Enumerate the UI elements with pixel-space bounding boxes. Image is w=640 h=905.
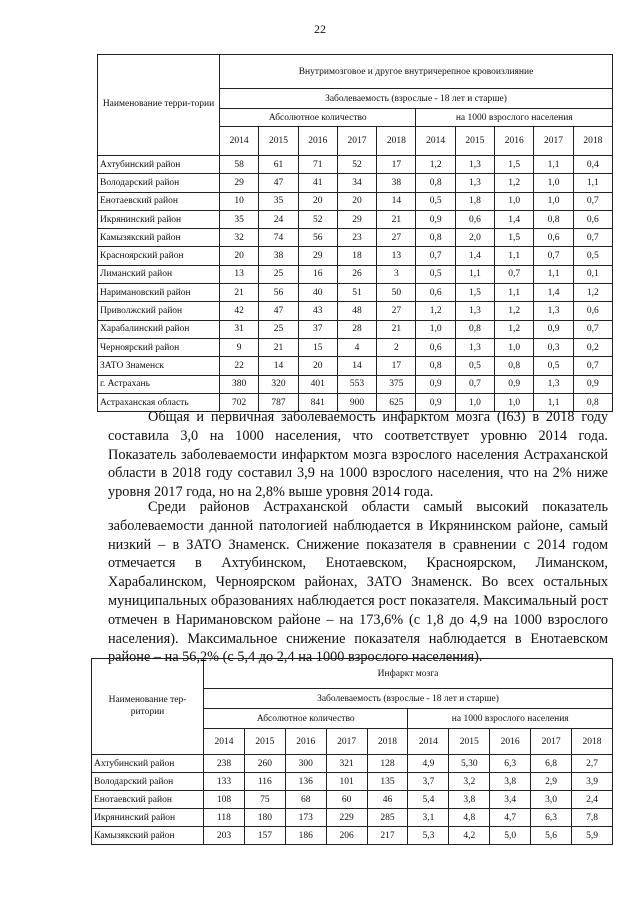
table-cell: 75 — [244, 791, 285, 809]
table-cell: 50 — [377, 284, 416, 302]
table-cell: 0,9 — [573, 375, 612, 393]
table-cell: 0,7 — [573, 320, 612, 338]
table-cell: 1,1 — [495, 247, 534, 265]
year-header: 2016 — [285, 729, 326, 755]
table-cell: 1,1 — [573, 174, 612, 192]
territory-name: Икрянинский район — [92, 809, 204, 827]
table-cell: 135 — [367, 773, 408, 791]
table-cell: 27 — [377, 302, 416, 320]
table-cell: 0,9 — [416, 210, 455, 228]
table-cell: 0,6 — [455, 210, 494, 228]
paragraph-2 — [108, 498, 608, 667]
year-header: 2017 — [337, 127, 376, 156]
table-cell: 229 — [326, 809, 367, 827]
table-cell: 136 — [285, 773, 326, 791]
column-header-territory: Наименование терри-тории — [98, 55, 220, 156]
hemorrhage-table — [97, 54, 613, 412]
table-row — [92, 773, 613, 791]
table-cell: 1,0 — [495, 192, 534, 210]
territory-name: Лиманский район — [98, 265, 220, 283]
table-cell: 17 — [377, 357, 416, 375]
table-cell: 101 — [326, 773, 367, 791]
year-header: 2017 — [531, 729, 572, 755]
table-cell: 0,7 — [573, 192, 612, 210]
table-cell: 203 — [204, 827, 245, 845]
group-header-absolute: Абсолютное количество — [204, 709, 408, 729]
table-cell: 29 — [220, 174, 259, 192]
table-cell: 375 — [377, 375, 416, 393]
table-cell: 2,4 — [572, 791, 613, 809]
table-cell: 1,1 — [495, 284, 534, 302]
year-header: 2015 — [244, 729, 285, 755]
table-cell: 1,0 — [495, 338, 534, 356]
territory-name: Красноярский район — [98, 247, 220, 265]
year-header: 2014 — [220, 127, 259, 156]
table-cell: 0,1 — [573, 265, 612, 283]
table-cell: 51 — [337, 284, 376, 302]
table-cell: 1,2 — [495, 174, 534, 192]
table-cell: 0,5 — [573, 247, 612, 265]
table-cell: 1,0 — [534, 174, 573, 192]
table-cell: 4,9 — [408, 755, 449, 773]
table-cell: 56 — [259, 284, 298, 302]
table-cell: 6,3 — [490, 755, 531, 773]
table-cell: 60 — [326, 791, 367, 809]
table-cell: 6,8 — [531, 755, 572, 773]
table-row — [98, 265, 613, 283]
table-cell: 21 — [377, 320, 416, 338]
table-cell: 52 — [298, 210, 337, 228]
table-subtitle: Заболеваемость (взрослые - 18 лет и старше) — [220, 89, 613, 109]
paragraph-1 — [108, 408, 608, 502]
table-cell: 0,7 — [573, 357, 612, 375]
year-header: 2014 — [408, 729, 449, 755]
table-cell: 13 — [220, 265, 259, 283]
table-cell: 7,8 — [572, 809, 613, 827]
table-cell: 46 — [367, 791, 408, 809]
table-cell: 29 — [298, 247, 337, 265]
table-subtitle: Заболеваемость (взрослые - 18 лет и старше) — [204, 689, 613, 709]
table-title: Инфаркт мозга — [204, 659, 613, 689]
table-cell: 35 — [220, 210, 259, 228]
table-cell: 1,5 — [455, 284, 494, 302]
table-cell: 42 — [220, 302, 259, 320]
table-cell: 0,6 — [573, 210, 612, 228]
year-header: 2018 — [367, 729, 408, 755]
year-header: 2014 — [416, 127, 455, 156]
table-cell: 1,2 — [573, 284, 612, 302]
table-cell: 260 — [244, 755, 285, 773]
table-row — [98, 320, 613, 338]
table-cell: 17 — [377, 156, 416, 174]
table-cell: 0,8 — [416, 229, 455, 247]
table-cell: 3,1 — [408, 809, 449, 827]
table-cell: 900 — [337, 393, 376, 411]
year-header: 2016 — [490, 729, 531, 755]
table-cell: 3,8 — [449, 791, 490, 809]
table-cell: 58 — [220, 156, 259, 174]
table-cell: 34 — [337, 174, 376, 192]
table-cell: 23 — [337, 229, 376, 247]
table-cell: 1,5 — [495, 229, 534, 247]
table-cell: 20 — [337, 192, 376, 210]
group-header-absolute: Абсолютное количество — [220, 109, 416, 127]
table-cell: 0,5 — [416, 192, 455, 210]
territory-name: Ахтубинский район — [98, 156, 220, 174]
territory-name: Камызякский район — [92, 827, 204, 845]
territory-name: ЗАТО Знаменск — [98, 357, 220, 375]
table-cell: 26 — [337, 265, 376, 283]
table-cell: 206 — [326, 827, 367, 845]
group-header-per-1000: на 1000 взрослого населения — [416, 109, 613, 127]
table-cell: 787 — [259, 393, 298, 411]
table-cell: 25 — [259, 320, 298, 338]
year-header: 2016 — [298, 127, 337, 156]
table-cell: 14 — [259, 357, 298, 375]
table-cell: 0,7 — [573, 229, 612, 247]
table-cell: 285 — [367, 809, 408, 827]
table-cell: 0,9 — [416, 393, 455, 411]
table-cell: 1,0 — [416, 320, 455, 338]
table-cell: 0,8 — [416, 357, 455, 375]
table-row — [92, 791, 613, 809]
table-cell: 0,6 — [573, 302, 612, 320]
table-cell: 21 — [377, 210, 416, 228]
year-header: 2017 — [534, 127, 573, 156]
table-cell: 2 — [377, 338, 416, 356]
table-cell: 0,5 — [534, 357, 573, 375]
table-cell: 35 — [259, 192, 298, 210]
table-cell: 56 — [298, 229, 337, 247]
table-row — [92, 755, 613, 773]
table-row — [98, 192, 613, 210]
table-cell: 1,3 — [455, 338, 494, 356]
table-cell: 1,2 — [495, 320, 534, 338]
territory-name: Приволжский район — [98, 302, 220, 320]
table-row — [98, 338, 613, 356]
table-cell: 40 — [298, 284, 337, 302]
territory-name: Наримановский район — [98, 284, 220, 302]
table-row — [98, 284, 613, 302]
year-header: 2015 — [259, 127, 298, 156]
year-header: 2017 — [326, 729, 367, 755]
table-cell: 5,6 — [531, 827, 572, 845]
year-header: 2015 — [449, 729, 490, 755]
table-cell: 1,3 — [534, 375, 573, 393]
table-cell: 3,8 — [490, 773, 531, 791]
table-cell: 0,4 — [573, 156, 612, 174]
infarction-table — [91, 658, 613, 845]
table-row — [98, 156, 613, 174]
table-cell: 0,8 — [495, 357, 534, 375]
table-cell: 0,2 — [573, 338, 612, 356]
territory-name: Володарский район — [92, 773, 204, 791]
page-number: 22 — [314, 22, 326, 36]
table-row — [98, 375, 613, 393]
table-cell: 14 — [337, 357, 376, 375]
table-cell: 71 — [298, 156, 337, 174]
table-cell: 553 — [337, 375, 376, 393]
table-cell: 38 — [259, 247, 298, 265]
table-cell: 21 — [220, 284, 259, 302]
table-cell: 321 — [326, 755, 367, 773]
table-cell: 5,0 — [490, 827, 531, 845]
table-cell: 1,4 — [455, 247, 494, 265]
table-cell: 24 — [259, 210, 298, 228]
table-cell: 48 — [337, 302, 376, 320]
table-cell: 18 — [337, 247, 376, 265]
table-row — [98, 357, 613, 375]
table-cell: 625 — [377, 393, 416, 411]
table-cell: 4 — [337, 338, 376, 356]
table-cell: 1,3 — [455, 302, 494, 320]
table-cell: 4,7 — [490, 809, 531, 827]
table-cell: 380 — [220, 375, 259, 393]
table-cell: 43 — [298, 302, 337, 320]
table-cell: 180 — [244, 809, 285, 827]
table-cell: 0,9 — [495, 375, 534, 393]
table-cell: 1,3 — [455, 174, 494, 192]
table-cell: 2,0 — [455, 229, 494, 247]
table-cell: 47 — [259, 302, 298, 320]
table-cell: 9 — [220, 338, 259, 356]
table-cell: 1,2 — [495, 302, 534, 320]
table-cell: 0,8 — [534, 210, 573, 228]
table-cell: 1,1 — [534, 393, 573, 411]
paragraph-text: Среди районов Астраханской области самый высокий показатель заболеваемости данной патологией наблюдается в Икрянинском районе, самый низкий – в ЗАТО Знаменск. Снижение показателя в сравнении с 2014 годом отмечается в Ахтубинском, Енотаевском, Красноярском, Лиманском, Харабалинском, Черноярском районах, ЗАТО Знаменск. Во всех остальных муниципальных образованиях наблюдается рост показателя. Максимальный рост отмечен в Наримановском районе – на 173,6% (с 1,8 до 4,9 на 1000 взрослого населения). Максимальное снижение показателя наблюдается в Енотаевском районе – на 56,2% (с 5,4 до 2,4 на 1000 взрослого населения). — [108, 499, 608, 666]
table-row — [98, 302, 613, 320]
table-cell: 0,7 — [534, 247, 573, 265]
table-row — [98, 174, 613, 192]
table-cell: 20 — [298, 357, 337, 375]
table-cell: 22 — [220, 357, 259, 375]
table-cell: 1,4 — [534, 284, 573, 302]
table-cell: 1,3 — [534, 302, 573, 320]
table-cell: 0,9 — [416, 375, 455, 393]
year-header: 2018 — [572, 729, 613, 755]
territory-name: Енотаевский район — [92, 791, 204, 809]
table-cell: 0,3 — [534, 338, 573, 356]
table-cell: 25 — [259, 265, 298, 283]
year-header: 2014 — [204, 729, 245, 755]
table-cell: 3 — [377, 265, 416, 283]
table-cell: 27 — [377, 229, 416, 247]
table-row — [98, 229, 613, 247]
table-cell: 28 — [337, 320, 376, 338]
year-header: 2018 — [573, 127, 612, 156]
table-cell: 3,4 — [490, 791, 531, 809]
table-cell: 61 — [259, 156, 298, 174]
territory-name: г. Астрахань — [98, 375, 220, 393]
table-cell: 52 — [337, 156, 376, 174]
table-cell: 3,9 — [572, 773, 613, 791]
table-cell: 401 — [298, 375, 337, 393]
table-cell: 41 — [298, 174, 337, 192]
table-cell: 1,0 — [495, 393, 534, 411]
table-cell: 0,7 — [495, 265, 534, 283]
year-header: 2018 — [377, 127, 416, 156]
table-cell: 38 — [377, 174, 416, 192]
table-cell: 14 — [377, 192, 416, 210]
table-cell: 1,2 — [416, 302, 455, 320]
table-cell: 238 — [204, 755, 245, 773]
table-cell: 217 — [367, 827, 408, 845]
table-cell: 0,5 — [455, 357, 494, 375]
table-cell: 74 — [259, 229, 298, 247]
territory-name: Енотаевский район — [98, 192, 220, 210]
table-cell: 108 — [204, 791, 245, 809]
table-cell: 128 — [367, 755, 408, 773]
table-cell: 1,8 — [455, 192, 494, 210]
table-cell: 2,9 — [531, 773, 572, 791]
table-cell: 0,7 — [416, 247, 455, 265]
table-cell: 173 — [285, 809, 326, 827]
table-cell: 37 — [298, 320, 337, 338]
territory-name: Икрянинский район — [98, 210, 220, 228]
table-cell: 6,3 — [531, 809, 572, 827]
paragraph-text: Общая и первичная заболеваемость инфарктом мозга (I63) в 2018 году составила 3,0 на 1000 населения, что соответствует уровню 2014 года. Показатель заболеваемости инфарктом мозга взрослого населения Астраханской области в 2018 году составил 3,9 на 1000 взрослого населения, что на 2% ниже уровня 2017 года, но на 2,8% выше уровня 2014 года. — [108, 409, 608, 501]
table-cell: 0,8 — [455, 320, 494, 338]
table-cell: 15 — [298, 338, 337, 356]
territory-name: Харабалинский район — [98, 320, 220, 338]
table-cell: 21 — [259, 338, 298, 356]
table-cell: 0,7 — [455, 375, 494, 393]
table-cell: 29 — [337, 210, 376, 228]
table-cell: 0,9 — [534, 320, 573, 338]
table-cell: 186 — [285, 827, 326, 845]
column-header-territory: Наименование тер-ритории — [92, 659, 204, 755]
table-cell: 702 — [220, 393, 259, 411]
table-cell: 47 — [259, 174, 298, 192]
table-cell: 1,0 — [534, 192, 573, 210]
table-cell: 31 — [220, 320, 259, 338]
table-cell: 116 — [244, 773, 285, 791]
table-cell: 5,3 — [408, 827, 449, 845]
table-cell: 0,6 — [534, 229, 573, 247]
table-cell: 1,3 — [455, 156, 494, 174]
table-cell: 1,1 — [455, 265, 494, 283]
table-cell: 3,2 — [449, 773, 490, 791]
table-row — [92, 809, 613, 827]
table-cell: 841 — [298, 393, 337, 411]
table-cell: 0,8 — [416, 174, 455, 192]
table-cell: 3,0 — [531, 791, 572, 809]
table-cell: 1,5 — [495, 156, 534, 174]
table-cell: 10 — [220, 192, 259, 210]
table-cell: 0,5 — [416, 265, 455, 283]
table-row — [92, 827, 613, 845]
group-header-per-1000: на 1000 взрослого населения — [408, 709, 613, 729]
table-cell: 4,8 — [449, 809, 490, 827]
territory-name: Черноярский район — [98, 338, 220, 356]
table-cell: 4,2 — [449, 827, 490, 845]
table-cell: 300 — [285, 755, 326, 773]
table-cell: 1,0 — [455, 393, 494, 411]
table-cell: 32 — [220, 229, 259, 247]
table-cell: 68 — [285, 791, 326, 809]
table-cell: 0,6 — [416, 338, 455, 356]
table-cell: 5,4 — [408, 791, 449, 809]
table-cell: 20 — [298, 192, 337, 210]
year-header: 2015 — [455, 127, 494, 156]
table-cell: 3,7 — [408, 773, 449, 791]
territory-name: Ахтубинский район — [92, 755, 204, 773]
table-cell: 320 — [259, 375, 298, 393]
table-cell: 1,1 — [534, 156, 573, 174]
table-cell: 2,7 — [572, 755, 613, 773]
table-cell: 13 — [377, 247, 416, 265]
territory-name: Камызякский район — [98, 229, 220, 247]
table-cell: 5,30 — [449, 755, 490, 773]
table-title: Внутримозговое и другое внутричерепное кровоизлияние — [220, 55, 613, 89]
table-cell: 1,2 — [416, 156, 455, 174]
table-row — [98, 247, 613, 265]
table-cell: 0,6 — [416, 284, 455, 302]
territory-name: Астраханская область — [98, 393, 220, 411]
table-cell: 1,4 — [495, 210, 534, 228]
table-cell: 118 — [204, 809, 245, 827]
table-cell: 20 — [220, 247, 259, 265]
table-cell: 16 — [298, 265, 337, 283]
table-cell: 157 — [244, 827, 285, 845]
territory-name: Володарский район — [98, 174, 220, 192]
table-cell: 1,1 — [534, 265, 573, 283]
table-cell: 5,9 — [572, 827, 613, 845]
table-cell: 0,8 — [573, 393, 612, 411]
year-header: 2016 — [495, 127, 534, 156]
table-row — [98, 210, 613, 228]
table-cell: 133 — [204, 773, 245, 791]
